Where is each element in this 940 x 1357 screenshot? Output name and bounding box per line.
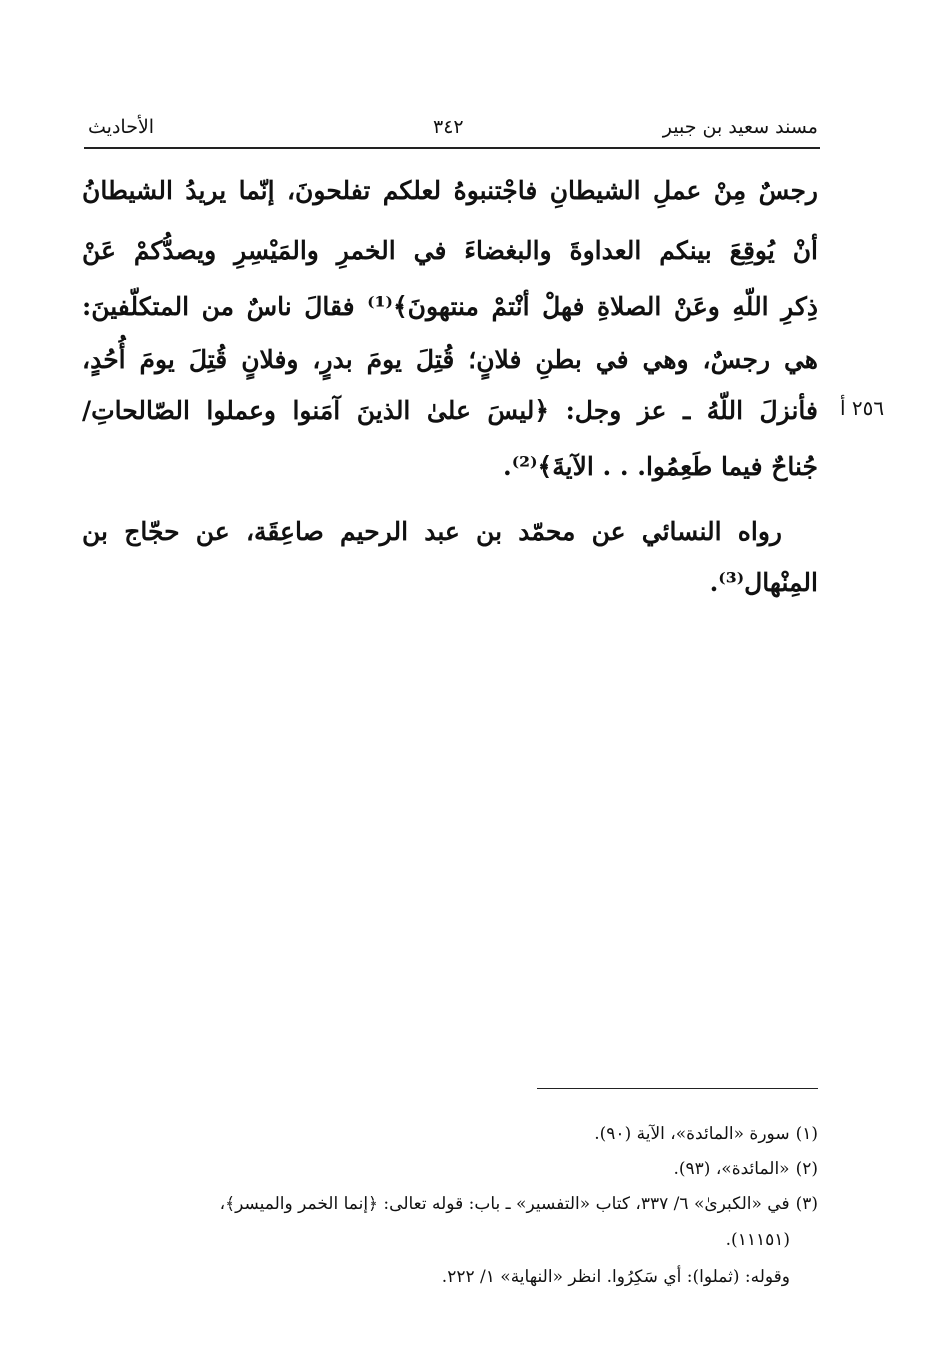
header-rule [84,147,820,149]
margin-folio-marker: ٢٥٦ أ [840,396,885,420]
running-header [88,112,818,146]
footnote-rule [537,1088,818,1089]
footnote-number: (١) [795,1124,818,1144]
footnote-number: (٣) [795,1194,818,1214]
footnote-3 [220,1192,818,1216]
body-line-5: فأنزلَ اللّهُ ـ عز وجل: ﴿ليسَ علىٰ الذينَ آمَنوا وعملوا الصّالحاتِ/ [82,396,818,425]
narration-line-1: رواه النسائي عن محمّد بن عبد الرحيم صاعِقَة، عن حجّاج بن [82,517,782,546]
body-line-1: رجسٌ مِنْ عملِ الشيطانِ فاجْتنبوهُ لعلكم تفلحونَ، إنّما يريدُ الشيطانُ [82,176,818,205]
body-line-2: أنْ يُوقِعَ بينكم العداوةَ والبغضاءَ في الخمرِ والمَيْسِرِ ويصدُّكمْ عَنْ [82,236,818,265]
footnote-text: «المائدة»، (٩٣). [673,1159,790,1179]
footnote-gloss: وقوله: (ثملوا): أي سَكِرُوا. انظر «النهاية» ١/ ٢٢٢. [441,1267,790,1287]
footnote-3-continuation: (١١١٥١). [725,1230,790,1250]
page-number: ٣٤٢ [433,116,464,138]
body-line-6: جُناحٌ فيما طَعِمُوا. . . الآيةَ﴾⁽²⁾. [503,452,818,481]
section-title: الأحاديث [88,116,155,138]
footnote-1 [594,1122,818,1146]
book-title: مسند سعيد بن جبير [662,116,818,138]
narration-line-2: المِنْهال⁽³⁾. [709,568,818,597]
body-line-4: هي رجسٌ، وهي في بطنِ فلانٍ؛ قُتِلَ يومَ بدرٍ، وفلانٍ قُتِلَ يومَ أُحُدٍ، [82,345,818,374]
footnote-2 [673,1157,818,1181]
footnote-text: في «الكبرىٰ» ٦/ ٣٣٧، كتاب «التفسير» ـ باب: قوله تعالى: ﴿إنما الخمر والميسر﴾، [219,1194,790,1214]
body-line-3: ذِكرِ اللّهِ وعَنْ الصلاةِ فهلْ أنْتمْ منتهونَ﴾⁽¹⁾ فقالَ ناسٌ من المتكلّفينَ: [82,292,818,321]
footnote-number: (٢) [795,1159,818,1179]
footnote-text: سورة «المائدة»، الآية (٩٠). [594,1124,790,1144]
